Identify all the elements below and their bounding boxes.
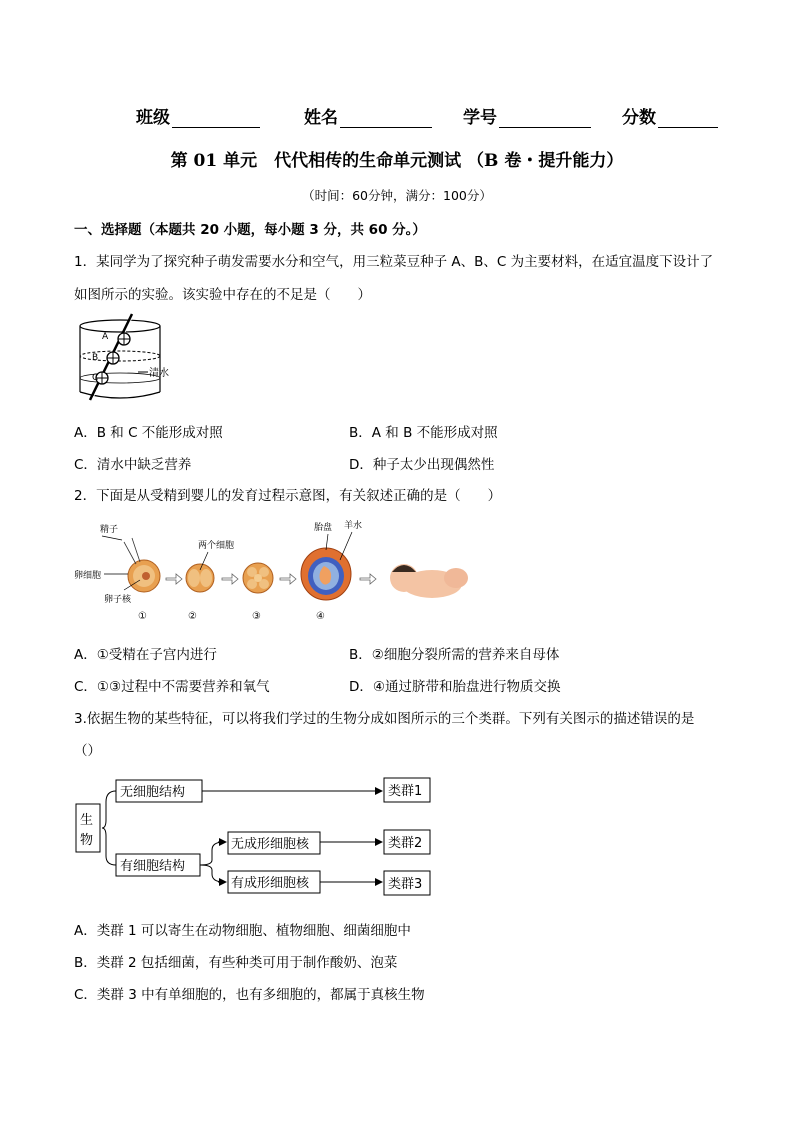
amniotic-label: 羊水	[344, 521, 363, 531]
root-label-2: 物	[80, 833, 94, 848]
q2-option-d[interactable]: D．④通过脐带和胎盘进行物质交换	[349, 679, 561, 695]
score-field	[622, 103, 718, 128]
root-label-1: 生	[80, 813, 94, 828]
q1-option-b[interactable]: B．A 和 B 不能形成对照	[349, 425, 498, 441]
q1-stem-line2: 如图所示的实验。该实验中存在的不足是（ ）	[74, 287, 371, 303]
no-nucleus-label: 无成形细胞核	[231, 837, 310, 852]
seed-b-icon	[107, 352, 119, 364]
q2-option-c[interactable]: C．①③过程中不需要营养和氧气	[74, 679, 270, 695]
q2-option-b[interactable]: B．②细胞分裂所需的营养来自母体	[349, 647, 560, 663]
group1-label: 类群1	[388, 784, 423, 799]
name-field	[304, 103, 432, 128]
group3-label: 类群3	[388, 877, 423, 892]
id-label: 学号	[463, 108, 497, 128]
uterus-fetus-icon	[301, 548, 351, 600]
baby-icon	[390, 564, 468, 598]
stage-3-number: ③	[252, 611, 261, 622]
section-heading: 一、选择题（本题共 20 小题，每小题 3 分，共 60 分。）	[74, 222, 426, 238]
q3-stem-line2: （）	[74, 743, 101, 759]
name-blank[interactable]	[340, 107, 432, 128]
stage-1-number: ①	[138, 611, 147, 622]
q2-option-a[interactable]: A．①受精在子宫内进行	[74, 647, 217, 663]
water-label: 清水	[149, 368, 169, 379]
page-subtitle: （时间：60分钟，满分：100分）	[302, 188, 492, 203]
arrow-icon	[360, 574, 376, 584]
q3-option-c[interactable]: C．类群 3 中有单细胞的，也有多细胞的，都属于真核生物	[74, 987, 425, 1003]
q2-development-figure	[74, 518, 474, 624]
no-cell-label: 无细胞结构	[120, 785, 186, 800]
group2-label: 类群2	[388, 836, 423, 851]
q3-classification-diagram	[72, 772, 442, 900]
q1-option-a[interactable]: A．B 和 C 不能形成对照	[74, 425, 223, 441]
stage-2-number: ②	[188, 611, 197, 622]
seed-a-icon	[118, 333, 130, 345]
arrow-icon	[280, 574, 296, 584]
label-c: C	[92, 373, 99, 383]
two-cell-icon	[186, 564, 214, 592]
arrow-icon	[222, 574, 238, 584]
stage-4-number: ④	[316, 611, 325, 622]
q1-stem-line1: 1．某同学为了探究种子萌发需要水分和空气，用三粒菜豆种子 A、B、C 为主要材料，在适宜温度下设计了	[74, 254, 714, 270]
score-blank[interactable]	[658, 107, 718, 128]
student-info-header	[0, 103, 794, 131]
q1-option-d[interactable]: D．种子太少出现偶然性	[349, 457, 495, 473]
label-a: A	[102, 332, 109, 342]
class-blank[interactable]	[172, 107, 260, 128]
q3-option-b[interactable]: B．类群 2 包括细菌，有些种类可用于制作酸奶、泡菜	[74, 955, 398, 971]
q1-beaker-figure	[72, 312, 192, 404]
has-nucleus-label: 有成形细胞核	[231, 876, 310, 891]
egg-nucleus-label: 卵子核	[104, 595, 132, 605]
score-label: 分数	[622, 108, 656, 128]
egg-cell-icon	[128, 560, 160, 592]
name-label: 姓名	[304, 108, 338, 128]
q2-stem: 2．下面是从受精到婴儿的发育过程示意图，有关叙述正确的是（ ）	[74, 488, 502, 504]
arrow-icon	[166, 574, 182, 584]
has-cell-label: 有细胞结构	[120, 859, 186, 874]
page-title: 第 01 单元 代代相传的生命单元测试 （B 卷・提升能力）	[170, 151, 624, 171]
class-field	[136, 103, 260, 128]
placenta-label: 胎盘	[314, 523, 333, 533]
two-cells-label: 两个细胞	[198, 541, 235, 551]
q3-stem-line1: 3.依据生物的某些特征，可以将我们学过的生物分成如图所示的三个类群。下列有关图示的描述错误的是	[74, 711, 695, 727]
id-blank[interactable]	[499, 107, 591, 128]
q3-option-a[interactable]: A．类群 1 可以寄生在动物细胞、植物细胞、细菌细胞中	[74, 923, 411, 939]
sperm-label: 精子	[100, 525, 119, 535]
q1-option-c[interactable]: C．清水中缺乏营养	[74, 457, 192, 473]
multi-cell-icon	[243, 563, 273, 593]
id-field	[463, 103, 591, 128]
egg-label: 卵细胞	[74, 571, 102, 581]
label-b: B	[92, 353, 99, 363]
class-label: 班级	[136, 108, 170, 128]
